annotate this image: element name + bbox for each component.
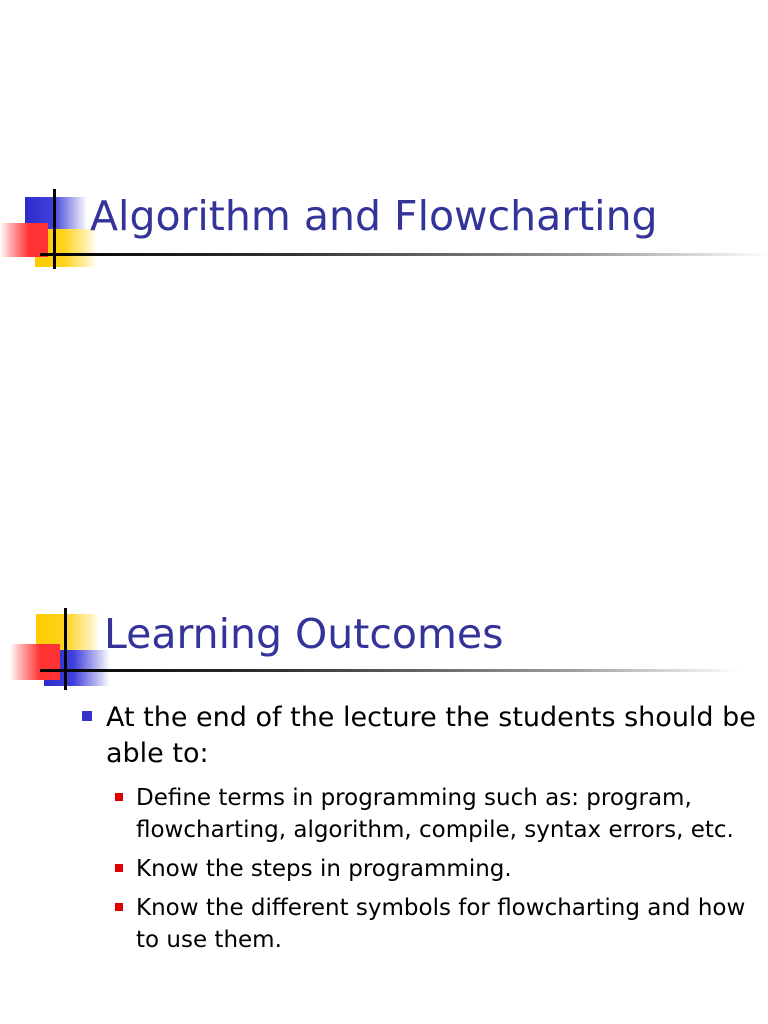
sub-bullet-item [136,892,758,956]
vertical-line [64,608,67,690]
title-decoration [0,604,115,694]
bullet-item [78,700,758,772]
square-bullet-icon [82,711,92,721]
sub-bullet-text: Define terms in programming such as: program, flowcharting, algorithm, compile, syntax errors, etc. [136,785,734,843]
sub-bullet-text: Know the different symbols for flowcharting and how to use them. [136,895,746,953]
square-bullet-icon [115,903,123,911]
sub-bullet-item [136,782,758,846]
title-decoration [0,185,100,275]
sub-bullet-text: Know the steps in programming. [136,856,512,882]
title-rule [40,669,740,672]
sub-bullet-list [78,782,758,956]
square-bullet-icon [115,864,123,872]
slide-title: Learning Outcomes [104,610,504,658]
slide-title: Algorithm and Flowcharting [90,192,658,240]
red-square [10,644,60,680]
slide-content [78,700,758,963]
title-rule [40,253,768,256]
vertical-line [53,189,56,269]
slide-2 [0,512,768,1024]
sub-bullet-item [136,853,758,885]
red-square [0,223,48,257]
bullet-text: At the end of the lecture the students should be able to: [106,702,756,769]
square-bullet-icon [115,793,123,801]
